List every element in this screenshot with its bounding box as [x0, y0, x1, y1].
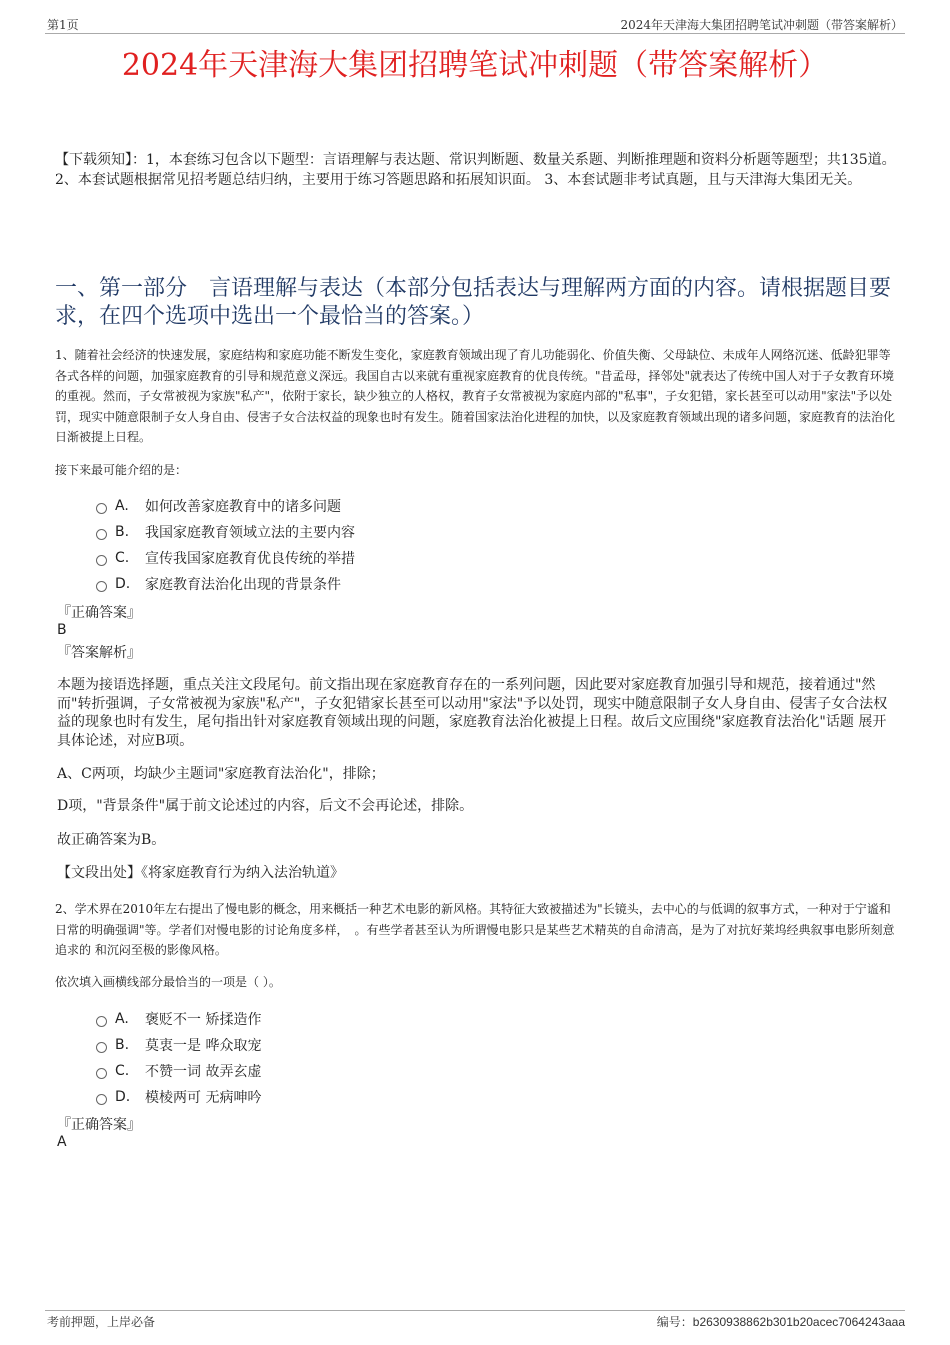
download-notice: 【下载须知】：1，本套练习包含以下题型：言语理解与表达题、常识判断题、数量关系题、判断推理题和资料分析题等题型；共135道。 2、本套试题根据常见招考题总结归纳，主要用于练习答题思路和拓展知识面。 3、本套试题非考试真题，且与天津海大集团无关。	[55, 152, 896, 188]
q2-stem: 2、学术界在2010年左右提出了慢电影的概念，用来概括一种艺术电影的新风格。其特征大致被描述为"长镜头，去中心的与低调的叙事方式，一种对于宁谧和日常的明确强调"等。学者们对慢电影的讨论角度多样， 。有些学者甚至认为所谓慢电影只是某些艺术精英的自命清高，是为了对抗好莱坞经典叙事电影所刻意追求的 和沉闷至极的影像风格。	[55, 902, 895, 957]
q1-source: 【文段出处】《将家庭教育行为纳入法治轨道》	[57, 865, 344, 881]
page-number: 第1页	[47, 18, 79, 32]
q2-prompt: 依次填入画横线部分最恰当的一项是（ ）。	[55, 975, 281, 989]
option-text: 我国家庭教育领域立法的主要内容	[145, 525, 355, 541]
section-heading: 一、第一部分 言语理解与表达（本部分包括表达与理解两方面的内容。请根据题目要求，在四个选项中选出一个最恰当的答案。）	[55, 276, 892, 329]
header-rule	[45, 33, 905, 34]
footer-rule	[45, 1310, 905, 1311]
q2-option-a[interactable]	[96, 1009, 261, 1029]
q1-option-b[interactable]	[96, 522, 355, 542]
q1-analysis-1: 本题为接语选择题，重点关注文段尾句。前文指出现在家庭教育存在的一系列问题，因此要对家庭教育加强引导和规范，接着通过"然而"转折强调，子女常被视为家族"私产"，子女犯错家长甚至可以动用"家法"予以处罚，现实中随意限制子女人身自由、侵害子女合法权益的现象也时有发生，尾句指出针对家庭教育领域出现的问题，家庭教育法治化被提上日程。故后文应围绕"家庭教育法治化"话题 展开 具体论述，对应B项。	[57, 677, 888, 749]
q1-analysis-3: D项，"背景条件"属于前文论述过的内容，后文不会再论述，排除。	[57, 798, 474, 814]
option-key: D.	[115, 1089, 131, 1105]
q2-option-d[interactable]	[96, 1087, 261, 1107]
option-text: 如何改善家庭教育中的诸多问题	[145, 499, 341, 515]
radio-icon[interactable]	[96, 1042, 107, 1053]
option-key: C.	[115, 1063, 130, 1079]
q1-analysis-4: 故正确答案为B。	[57, 832, 166, 848]
q1-option-c[interactable]	[96, 548, 355, 568]
option-key: C.	[115, 550, 130, 566]
q1-analysis-label: 『答案解析』	[57, 645, 141, 661]
q1-answer-label: 『正确答案』	[57, 605, 141, 621]
q1-option-a[interactable]	[96, 496, 341, 516]
radio-icon[interactable]	[96, 555, 107, 566]
q1-option-d[interactable]	[96, 574, 341, 594]
q2-option-b[interactable]	[96, 1035, 261, 1055]
footer-id	[657, 1313, 905, 1330]
option-text: 宣传我国家庭教育优良传统的举措	[145, 551, 355, 567]
option-key: A.	[115, 498, 129, 514]
q1-stem: 1、随着社会经济的快速发展，家庭结构和家庭功能不断发生变化，家庭教育领域出现了育儿功能弱化、价值失衡、父母缺位、未成年人网络沉迷、低龄犯罪等各式各样的问题，加强家庭教育的引导和规范意义深远。我国自古以来就有重视家庭教育的优良传统。"昔孟母，择邻处"就表达了传统中国人对于子女教育环境的重视。然而，子女常被视为家族"私产"，依附于家长，缺少独立的人格权，教育子女常被视为家庭内部的"私事"，子女犯错，家长甚至可以动用"家法"予以处罚，现实中随意限制子女人身自由、侵害子女合法权益的现象也时有发生。随着国家法治化进程的加快，以及家庭教育领域出现的诸多问题，家庭教育的法治化日渐被提上日程。	[55, 348, 896, 444]
document-title: 2024年天津海大集团招聘笔试冲刺题（带答案解析）	[121, 48, 829, 83]
q2-option-c[interactable]	[96, 1061, 261, 1081]
option-key: A.	[115, 1011, 129, 1027]
radio-icon[interactable]	[96, 529, 107, 540]
radio-icon[interactable]	[96, 503, 107, 514]
option-key: D.	[115, 576, 131, 592]
q1-analysis-2: A、C两项，均缺少主题词"家庭教育法治化"，排除；	[57, 766, 385, 782]
option-text: 模棱两可 无病呻吟	[145, 1090, 262, 1106]
footer-slogan: 考前押题，上岸必备	[47, 1315, 156, 1329]
header-doc-title: 2024年天津海大集团招聘笔试冲刺题（带答案解析）	[620, 18, 903, 32]
radio-icon[interactable]	[96, 1068, 107, 1079]
option-text: 不赞一词 故弄玄虚	[145, 1064, 262, 1080]
id-value: b2630938862b301b20acec7064243aaa	[692, 1315, 905, 1329]
radio-icon[interactable]	[96, 581, 107, 592]
option-text: 家庭教育法治化出现的背景条件	[145, 577, 341, 593]
radio-icon[interactable]	[96, 1094, 107, 1105]
option-text: 莫衷一是 哗众取宠	[145, 1038, 262, 1054]
q1-prompt: 接下来最可能介绍的是：	[55, 463, 188, 477]
id-label: 编号：	[656, 1315, 693, 1329]
option-key: B.	[115, 1037, 130, 1053]
q1-answer: B	[57, 622, 67, 638]
q2-answer: A	[57, 1134, 67, 1150]
radio-icon[interactable]	[96, 1016, 107, 1027]
q2-answer-label: 『正确答案』	[57, 1117, 141, 1133]
option-text: 褒贬不一 矫揉造作	[145, 1012, 262, 1028]
option-key: B.	[115, 524, 130, 540]
